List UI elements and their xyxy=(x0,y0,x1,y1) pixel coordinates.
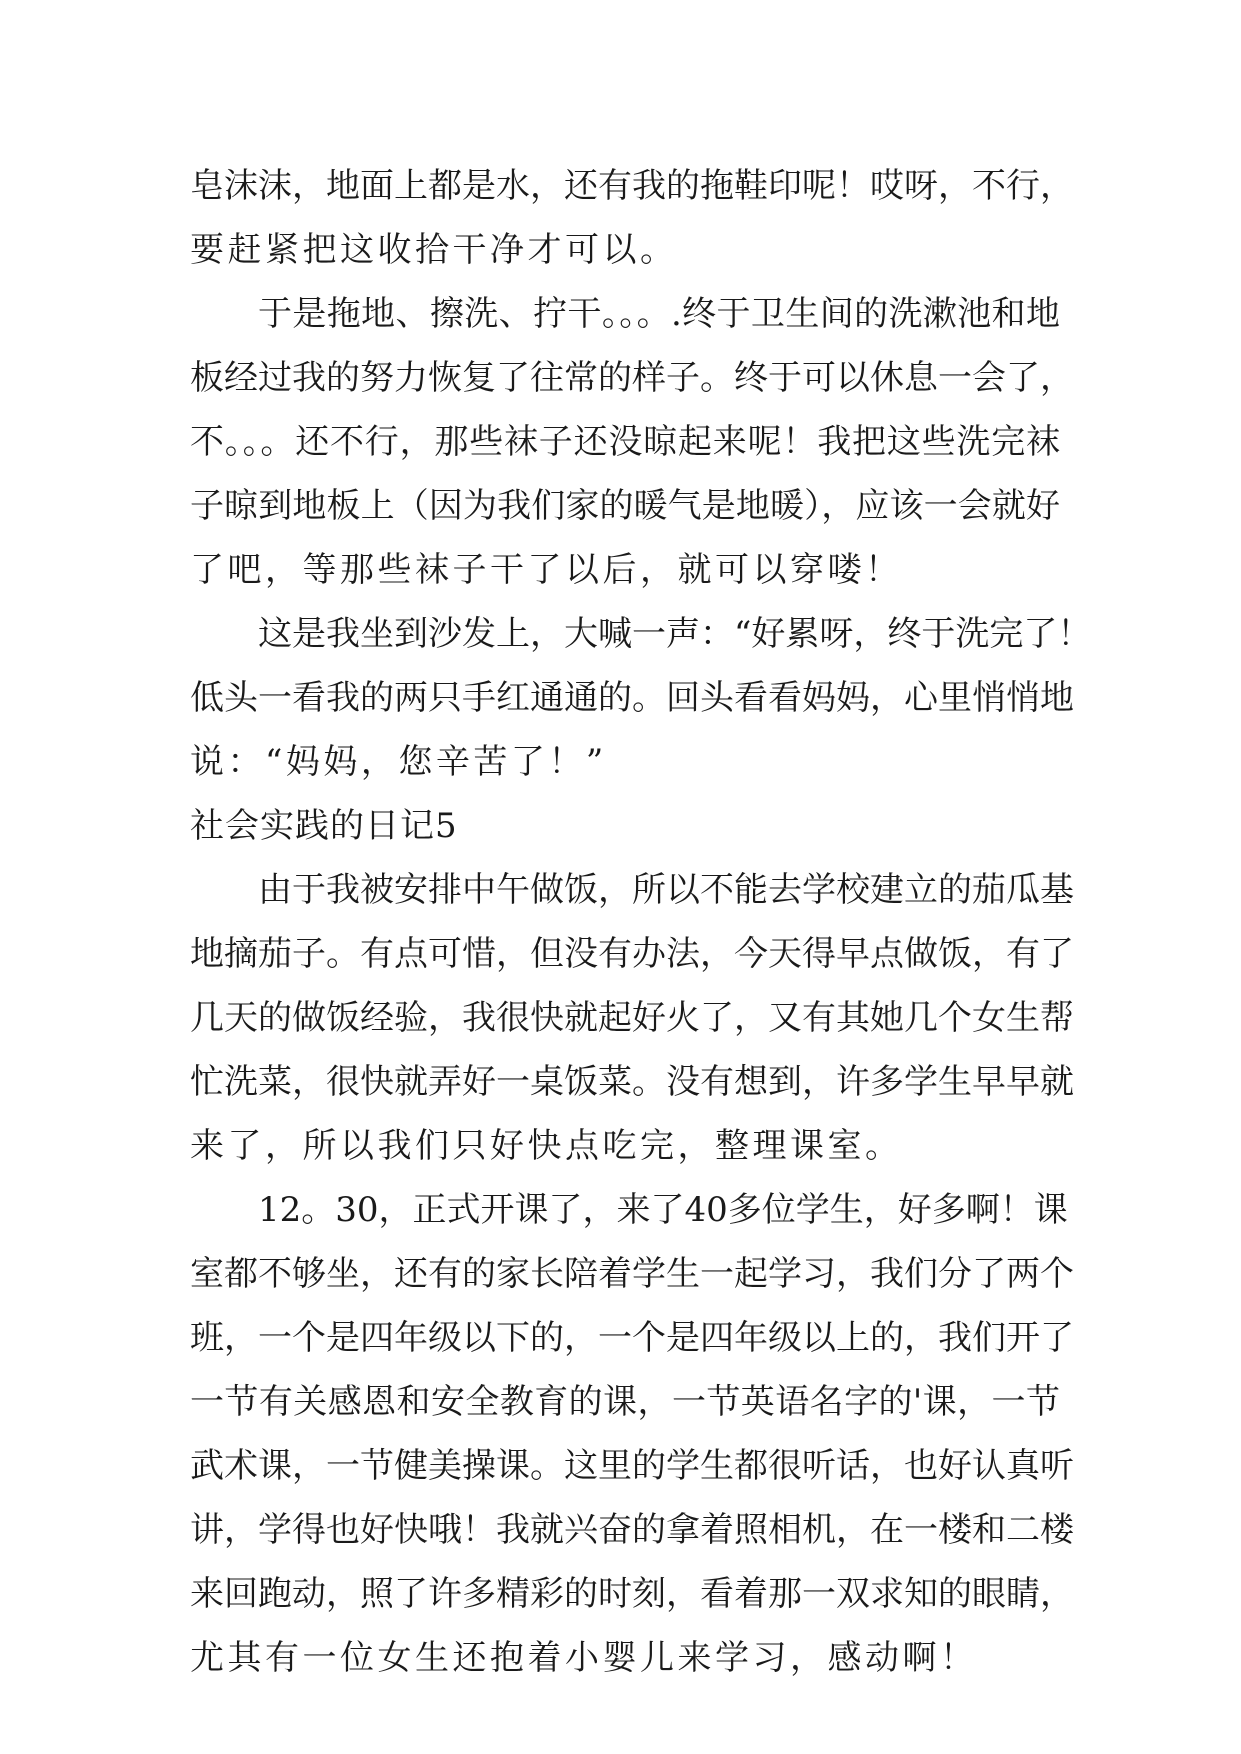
text-line: 地摘茄子。有点可惜，但没有办法，今天得早点做饭，有了 xyxy=(190,934,1074,974)
text-line: 不。。。还不行，那些袜子还没晾起来呢！我把这些洗完袜 xyxy=(190,422,1060,462)
text-line: 皂沫沫，地面上都是水，还有我的拖鞋印呢！哎呀，不行， xyxy=(190,166,1074,206)
text-line: 要赶紧把这收拾干净才可以。 xyxy=(190,230,678,270)
text-line: 来回跑动，照了许多精彩的时刻，看着那一双求知的眼睛， xyxy=(190,1574,1074,1614)
text-line: 由于我被安排中午做饭，所以不能去学校建立的茄瓜基 xyxy=(258,870,1074,910)
section-heading: 社会实践的日记5 xyxy=(190,806,458,846)
text-line: 几天的做饭经验，我很快就起好火了，又有其她几个女生帮 xyxy=(190,998,1074,1038)
text-line: 子晾到地板上（因为我们家的暖气是地暖），应该一会就好 xyxy=(190,486,1060,526)
text-line: 说：“妈妈，您辛苦了！” xyxy=(190,742,607,782)
text-line: 一节有关感恩和安全教育的课，一节英语名字的'课，一节 xyxy=(190,1382,1060,1422)
text-line: 武术课，一节健美操课。这里的学生都很听话，也好认真听 xyxy=(190,1446,1074,1486)
text-line: 来了，所以我们只好快点吃完，整理课室。 xyxy=(190,1126,903,1166)
text-line: 尤其有一位女生还抱着小婴儿来学习，感动啊！ xyxy=(190,1638,978,1678)
text-line: 这是我坐到沙发上，大喊一声：“好累呀，终于洗完了！ xyxy=(258,614,1092,654)
text-line: 了吧，等那些袜子干了以后，就可以穿喽！ xyxy=(190,550,903,590)
text-line: 低头一看我的两只手红通通的。回头看看妈妈，心里悄悄地 xyxy=(190,678,1074,718)
text-line: 室都不够坐，还有的家长陪着学生一起学习，我们分了两个 xyxy=(190,1254,1074,1294)
text-line: 讲，学得也好快哦！我就兴奋的拿着照相机，在一楼和二楼 xyxy=(190,1510,1074,1550)
document-body xyxy=(190,154,1092,1690)
text-line: 板经过我的努力恢复了往常的样子。终于可以休息一会了， xyxy=(190,358,1074,398)
text-line: 12。30，正式开课了，来了40多位学生，好多啊！课 xyxy=(258,1190,1068,1230)
text-line: 忙洗菜，很快就弄好一桌饭菜。没有想到，许多学生早早就 xyxy=(190,1062,1074,1102)
text-line: 班，一个是四年级以下的，一个是四年级以上的，我们开了 xyxy=(190,1318,1074,1358)
text-line: 于是拖地、擦洗、拧干。。。.终于卫生间的洗漱池和地 xyxy=(258,294,1060,334)
